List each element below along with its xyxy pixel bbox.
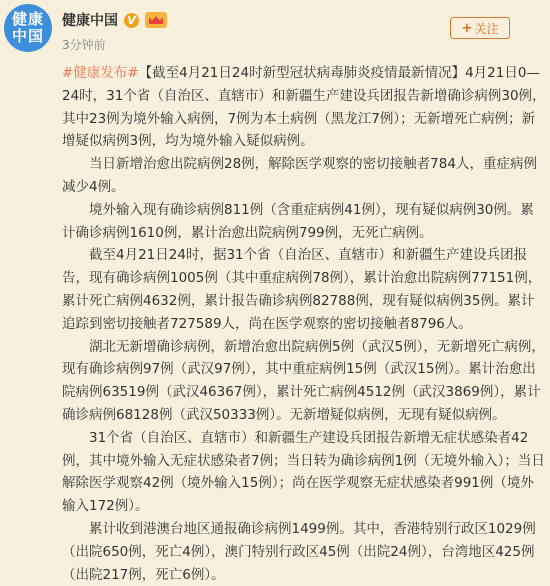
follow-button[interactable] [450, 17, 510, 39]
post-header [0, 0, 550, 62]
post-paragraph-1 [62, 62, 546, 153]
member-crown-icon[interactable] [145, 12, 167, 28]
post-paragraph-5: 湖北无新增确诊病例，新增治愈出院病例5例（武汉5例），无新增死亡病例，现有确诊病例97例（武汉97例），其中重症病例15例（武汉15例）。累计治愈出院病例63519例（武汉46367例），累计死亡病例4512例（武汉3869例），累计确诊病例68128例（武汉50333例）。无新增疑似病例，无现有疑似病例。 [62, 338, 545, 423]
post-content [62, 62, 546, 586]
post-time[interactable]: 3分钟前 [62, 38, 106, 52]
follow-label: 关注 [474, 21, 499, 36]
post-paragraph-4: 截至4月21日24时，据31个省（自治区、直辖市）和新疆生产建设兵团报告，现有确诊病例1005例（其中重症病例78例），累计治愈出院病例77151例，累计死亡病例4632例，累计报告确诊病例82788例，现有疑似病例35例。累计追踪到密切接触者727589人，尚在医学观察的密切接触者8796人。 [62, 247, 542, 332]
avatar-text-line1: 健康 [11, 10, 44, 28]
paragraph-text: 【截至4月21日24时新型冠状病毒肺炎疫情最新情况】4月21日0—24时，31个省（自治区、直辖市）和新疆生产建设兵团报告新增确诊病例30例，其中23例为境外输入病例，7例为本土病例（黑龙江7例）；无新增死亡病例；新增疑似病例3例，均为境外输入疑似病例。 [62, 65, 546, 150]
post-paragraph-6: 31个省（自治区、直辖市）和新疆生产建设兵团报告新增无症状感染者42例，其中境外输入无症状感染者7例；当日转为确诊病例1例（无境外输入）；当日解除医学观察42例（境外输入15例）；尚在医学观察无症状感染者991例（境外输入172例）。 [62, 429, 545, 515]
author-name[interactable]: 健康中国 [62, 13, 118, 29]
hashtag-link[interactable]: #健康发布# [62, 65, 139, 81]
post-paragraph-7: 累计收到港澳台地区通报确诊病例1499例。其中，香港特别行政区1029例（出院650例，死亡4例），澳门特别行政区45例（出院24例），台湾地区425例（出院217例，死亡6例）。 [62, 520, 536, 583]
author-row [62, 10, 167, 30]
avatar-text-line2: 中国 [11, 27, 44, 45]
post-paragraph-2: 当日新增治愈出院病例28例，解除医学观察的密切接触者784人，重症病例减少4例。 [62, 156, 537, 195]
post-paragraph-3: 境外输入现有确诊病例811例（含重症病例41例），现有疑似病例30例。累计确诊病例1610例，累计治愈出院病例799例，无死亡病例。 [62, 201, 534, 241]
avatar[interactable] [4, 4, 52, 52]
verified-icon: V [124, 13, 139, 28]
plus-icon: + [461, 20, 473, 36]
